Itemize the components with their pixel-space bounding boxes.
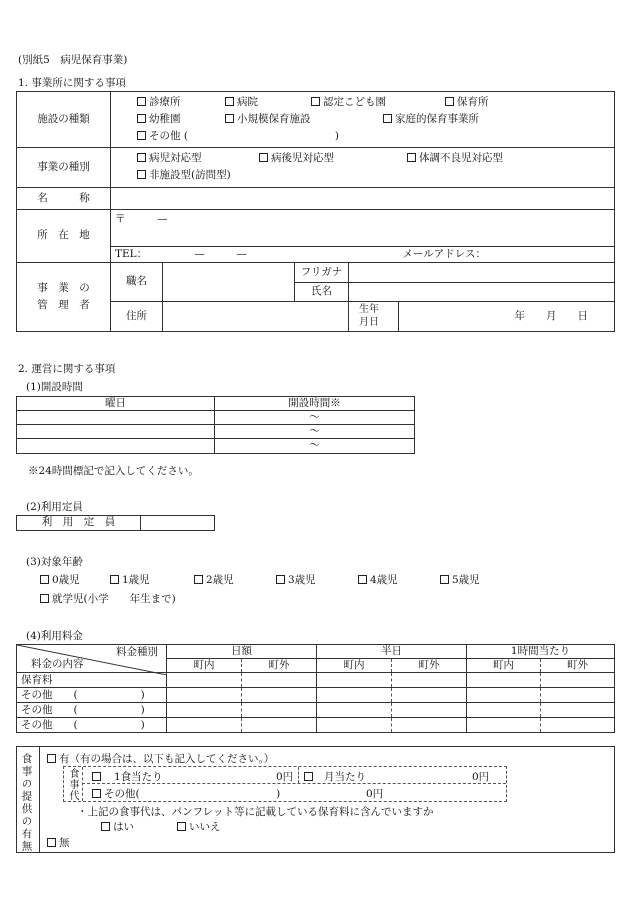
- day-field-2[interactable]: [17, 425, 215, 439]
- hours-note: ※24時間標記で記入してください。: [28, 465, 199, 477]
- per-month-yen: 0円: [472, 771, 490, 783]
- age-4[interactable]: 4歳児: [358, 572, 440, 587]
- fee-cell[interactable]: [167, 673, 242, 688]
- age-3[interactable]: 3歳児: [276, 572, 358, 587]
- fee-row-label: その他 ( ): [17, 688, 167, 703]
- fee-cell[interactable]: [467, 673, 541, 688]
- capacity-label: 利 用 定 員: [17, 516, 141, 531]
- option-clinic[interactable]: 診療所: [137, 96, 225, 109]
- group-half: 半日: [317, 645, 467, 659]
- fee-row-label: 保育料: [17, 673, 167, 688]
- facility-type-options: [111, 92, 615, 148]
- option-unwell[interactable]: 体調不良児対応型: [407, 152, 503, 165]
- age-2[interactable]: 2歳児: [194, 572, 276, 587]
- fee-cell[interactable]: [167, 703, 242, 718]
- fee-cell[interactable]: [541, 673, 615, 688]
- fee-cell[interactable]: [167, 688, 242, 703]
- fee-row-label: その他 ( ): [17, 703, 167, 718]
- fee-cell[interactable]: [242, 673, 317, 688]
- meal-fee-label-cell: [64, 767, 83, 801]
- meal-fee-box: [63, 766, 507, 802]
- fee-cell[interactable]: [467, 703, 541, 718]
- post-label: 職名: [111, 263, 163, 302]
- option-post-sick[interactable]: 病後児対応型: [259, 152, 407, 165]
- sub-out: 町外: [541, 659, 615, 673]
- meal-question: ・上記の食事代は、パンフレット等に記載している保育料に含んでいますか: [77, 806, 434, 818]
- business-type-label: 事業の種別: [17, 148, 111, 188]
- fee-cell[interactable]: [541, 688, 615, 703]
- meal-label: 食事の提供の有無: [20, 753, 33, 853]
- sub-out: 町外: [242, 659, 317, 673]
- option-home-care[interactable]: 家庭的保育事業所: [383, 113, 479, 126]
- day-field-3[interactable]: [17, 439, 215, 453]
- fee-cell[interactable]: [317, 688, 392, 703]
- section2-title: 2. 運営に関する事項: [18, 363, 116, 375]
- meal-other-yen: 0円: [366, 788, 384, 800]
- age-school[interactable]: 就学児(小学 年生まで): [40, 591, 176, 606]
- answer-yes[interactable]: はい: [101, 819, 134, 834]
- facility-table: [16, 91, 615, 332]
- per-month[interactable]: 月当たり: [304, 769, 366, 784]
- birth-label: 生年 月日: [349, 302, 399, 332]
- person-name-label: 氏名: [295, 283, 349, 302]
- per-meal-divider: [298, 767, 299, 783]
- fee-cell[interactable]: [242, 703, 317, 718]
- col-time: 開設時間※: [215, 397, 415, 411]
- manager-label: 事 業 の 管 理 者: [17, 263, 111, 332]
- fee-cell[interactable]: [467, 718, 541, 733]
- option-visit[interactable]: 非施設型(訪問型): [137, 169, 231, 182]
- manager-address-label: 住所: [111, 302, 163, 332]
- per-meal-yen: 0円: [276, 771, 294, 783]
- fees-title: (4)利用料金: [26, 630, 83, 642]
- meal-other[interactable]: その他( ): [92, 786, 280, 801]
- fee-cell[interactable]: [242, 718, 317, 733]
- fee-row-label: その他 ( ): [17, 718, 167, 733]
- email-field[interactable]: メールアドレス：: [399, 247, 615, 263]
- option-nursery[interactable]: 保育所: [445, 96, 489, 109]
- option-sick[interactable]: 病児対応型: [137, 152, 259, 165]
- time-field-3[interactable]: ～: [215, 439, 415, 453]
- sub-in: 町内: [167, 659, 242, 673]
- sub-out: 町外: [392, 659, 467, 673]
- fee-cell[interactable]: [317, 673, 392, 688]
- option-small-facility[interactable]: 小規模保育施設: [225, 113, 383, 126]
- meal-no[interactable]: 無: [47, 835, 70, 850]
- fee-cell[interactable]: [317, 703, 392, 718]
- meal-fee-label: 食事代: [67, 768, 78, 801]
- sub-in: 町内: [317, 659, 392, 673]
- capacity-title: (2)利用定員: [26, 501, 83, 513]
- fee-cell[interactable]: [317, 718, 392, 733]
- sub-in: 町内: [467, 659, 541, 673]
- name-label: 名 称: [17, 188, 111, 210]
- fee-cell[interactable]: [392, 688, 467, 703]
- age-5[interactable]: 5歳児: [440, 574, 480, 586]
- option-kindergarten[interactable]: 幼稚園: [137, 113, 225, 126]
- manager-address-field[interactable]: [163, 302, 349, 332]
- fee-cell[interactable]: [242, 688, 317, 703]
- post-field[interactable]: [163, 263, 295, 302]
- answer-no[interactable]: いいえ: [177, 819, 221, 834]
- fee-cell[interactable]: [392, 718, 467, 733]
- ages-title: (3)対象年齢: [26, 556, 83, 568]
- time-field-2[interactable]: ～: [215, 425, 415, 439]
- attachment-heading: (別紙5 病児保育事業): [18, 54, 128, 66]
- age-0[interactable]: 0歳児: [40, 572, 110, 587]
- meal-box: [16, 746, 615, 853]
- person-name-field[interactable]: [349, 283, 615, 302]
- fee-cell[interactable]: [392, 673, 467, 688]
- name-field[interactable]: [111, 188, 615, 210]
- hours-title: (1)開設時間: [26, 381, 83, 393]
- capacity-table: [16, 515, 215, 531]
- fee-cell[interactable]: [467, 688, 541, 703]
- time-field-1[interactable]: ～: [215, 411, 415, 425]
- col-day: 曜日: [17, 397, 215, 411]
- group-daily: 日額: [167, 645, 317, 659]
- furigana-field[interactable]: [349, 263, 615, 283]
- option-other[interactable]: その他 ( ): [137, 130, 339, 143]
- postal-field[interactable]: 〒 —: [111, 210, 615, 247]
- age-options: [40, 572, 480, 587]
- address-label: 所 在 地: [17, 210, 111, 263]
- fee-cell[interactable]: [167, 718, 242, 733]
- fee-cell[interactable]: [392, 703, 467, 718]
- option-hospital[interactable]: 病院: [225, 96, 311, 109]
- business-type-options: [111, 148, 615, 188]
- fee-cell[interactable]: [541, 703, 615, 718]
- fee-cell[interactable]: [541, 718, 615, 733]
- facility-type-label: 施設の種類: [17, 92, 111, 148]
- capacity-field[interactable]: [141, 516, 215, 531]
- day-field-1[interactable]: [17, 411, 215, 425]
- furigana-label: フリガナ: [295, 263, 349, 283]
- tel-field[interactable]: TEL： — —: [111, 247, 399, 263]
- fees-table: [16, 644, 615, 733]
- age-1[interactable]: 1歳児: [110, 572, 194, 587]
- birth-date-field[interactable]: 年 月 日: [399, 302, 615, 332]
- fees-corner: 料金種別 料金の内容: [17, 645, 167, 673]
- per-meal[interactable]: 1食当たり: [92, 769, 163, 784]
- option-certified-center[interactable]: 認定こども園: [311, 96, 445, 109]
- hours-table: [16, 396, 415, 454]
- group-hourly: 1時間当たり: [467, 645, 615, 659]
- meal-label-cell: [17, 747, 40, 852]
- section1-title: 1. 事業所に関する事項: [18, 77, 126, 89]
- meal-yes[interactable]: 有（有の場合は、以下も記入してください。）: [47, 751, 274, 766]
